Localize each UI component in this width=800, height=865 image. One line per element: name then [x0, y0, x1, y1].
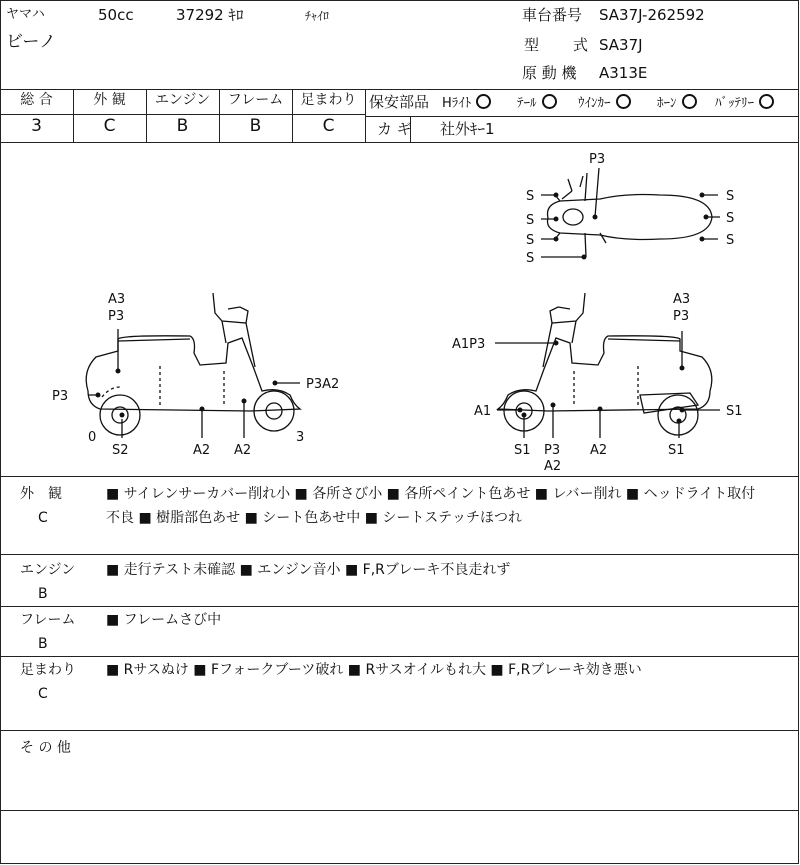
diagram-label: A1: [474, 404, 492, 419]
diagram-label: S2: [112, 443, 129, 458]
diagram-label: A2: [234, 443, 252, 458]
safety-winker: ｳｲﾝｶｰ: [578, 94, 631, 113]
diagram-label: S: [726, 233, 735, 248]
displacement: 50cc: [98, 6, 134, 24]
diagram-label: S: [526, 233, 535, 248]
remark-exterior-text-1: ■ サイレンサーカバー削れ小 ■ 各所さび小 ■ 各所ペイント色あせ ■ レバー削れ ■ ヘッドライト取付: [106, 486, 756, 502]
grade-header-frame: フレーム: [227, 92, 284, 108]
remark-exterior-label: 外 観: [20, 486, 62, 502]
frame-number-label: 車台番号: [522, 6, 583, 24]
diagram-label: 3: [296, 430, 305, 445]
diagram-label: S1: [514, 443, 531, 458]
diagram-label: P3: [108, 309, 125, 324]
ok-circle-icon: [759, 94, 774, 109]
key-value: 社外ｷｰ1: [440, 120, 495, 138]
key-label: カ ギ: [377, 120, 412, 138]
frame-number: SA37J-262592: [599, 6, 705, 24]
diagram-label: P3: [589, 152, 606, 167]
safety-headlight: Hﾗｲﾄ: [442, 94, 491, 113]
diagram-label: P3: [673, 309, 690, 324]
diagram-label: A1P3: [452, 337, 486, 352]
diagram-label: A2: [193, 443, 211, 458]
remark-other-label: そ の 他: [20, 740, 71, 756]
diagram-label: S1: [726, 404, 743, 419]
grade-overall: 3: [31, 116, 42, 136]
diagram-label: S1: [668, 443, 685, 458]
type-label-2: 式: [573, 36, 589, 54]
engine-label: 原 動 機: [522, 64, 577, 82]
mileage: 37292 ｷﾛ: [176, 6, 244, 24]
grade-frame: B: [249, 116, 262, 136]
safety-battery: ﾊﾞｯﾃﾘｰ: [715, 94, 774, 113]
diagram-label: S: [526, 251, 535, 266]
ok-circle-icon: [476, 94, 491, 109]
diagram-label: S: [726, 211, 735, 226]
safety-horn: ﾎｰﾝ: [657, 94, 697, 113]
diagram-label: S: [526, 213, 535, 228]
scooter-top-view: [548, 173, 713, 257]
safety-parts-label: 保安部品: [369, 93, 430, 111]
diagram-label: S: [526, 189, 535, 204]
diagram-label: P3: [52, 389, 69, 404]
safety-tail: ﾃｰﾙ: [517, 94, 557, 113]
remark-exterior-text-2: 不良 ■ 樹脂部色あせ ■ シート色あせ中 ■ シートステッチほつれ: [106, 510, 522, 526]
grade-header-exterior: 外 観: [93, 92, 126, 108]
remark-frame-grade: B: [38, 636, 48, 652]
remark-engine-label: エンジン: [20, 562, 76, 578]
diagram-label: A2: [544, 459, 562, 474]
ok-circle-icon: [616, 94, 631, 109]
maker-label: ヤマハ: [6, 7, 45, 22]
remark-engine-text: ■ 走行テスト未確認 ■ エンジン音小 ■ F,Rブレーキ不良走れず: [106, 562, 511, 578]
model-name: ビーノ: [6, 32, 56, 52]
grade-exterior: C: [103, 116, 116, 136]
diagram-label: S: [726, 189, 735, 204]
engine-model: A313E: [599, 64, 648, 82]
type-value: SA37J: [599, 36, 643, 54]
damage-diagram: [0, 143, 799, 476]
diagram-label: A3: [108, 292, 126, 307]
grade-header-overall: 総 合: [20, 92, 53, 108]
diagram-label: A3: [673, 292, 691, 307]
color: ﾁｬｲﾛ: [305, 9, 330, 23]
grade-suspension: C: [322, 116, 335, 136]
diagram-label: P3: [544, 443, 561, 458]
grade-header-suspension: 足まわり: [300, 92, 357, 108]
remark-suspension-text: ■ Rサスぬけ ■ Fフォークブーツ破れ ■ Rサスオイルもれ大 ■ F,Rブレーキ効き悪い: [106, 662, 642, 678]
remark-suspension-grade: C: [38, 686, 48, 702]
diagram-label: 0: [88, 430, 97, 445]
remark-exterior-grade: C: [38, 510, 48, 526]
remark-frame-text: ■ フレームさび中: [106, 612, 222, 628]
remark-engine-grade: B: [38, 586, 48, 602]
ok-circle-icon: [682, 94, 697, 109]
remark-frame-label: フレーム: [20, 612, 76, 628]
type-label-1: 型: [524, 36, 540, 54]
diagram-label: A2: [590, 443, 608, 458]
remark-suspension-label: 足まわり: [20, 662, 76, 678]
ok-circle-icon: [542, 94, 557, 109]
grade-engine: B: [176, 116, 189, 136]
grade-header-engine: エンジン: [154, 92, 211, 108]
diagram-label: P3A2: [306, 377, 340, 392]
